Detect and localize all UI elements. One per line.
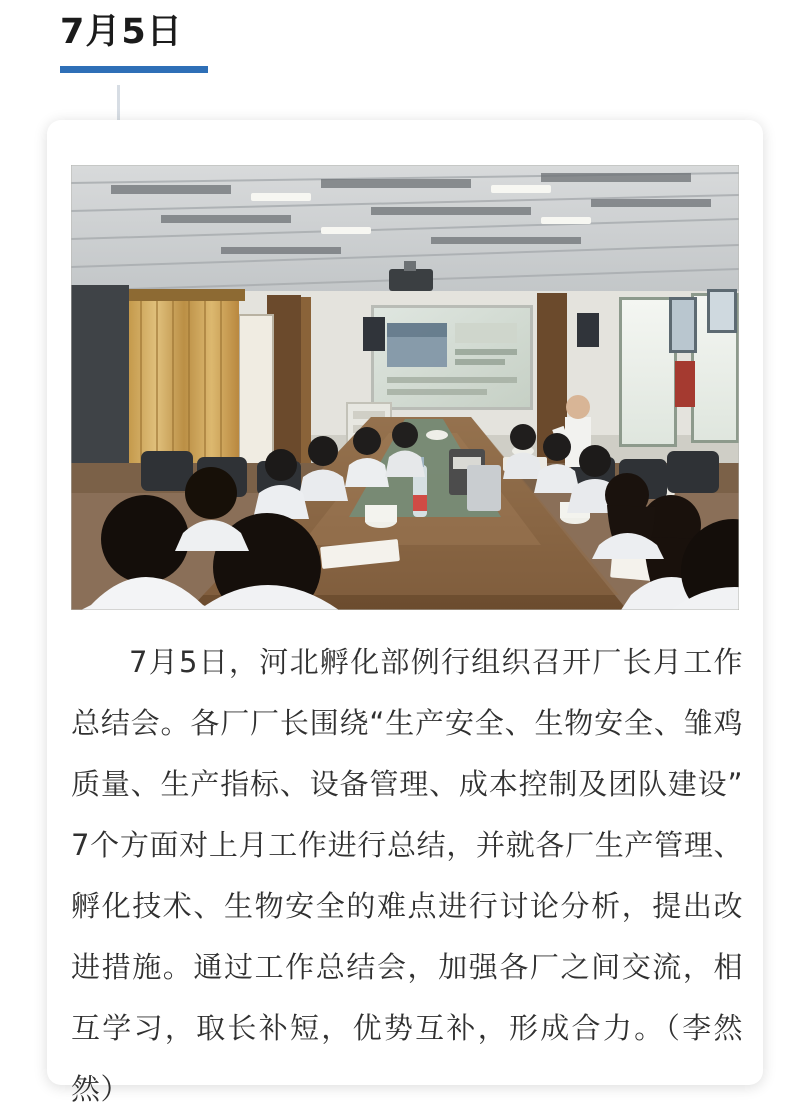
article-body: 7月5日，河北孵化部例行组织召开厂长月工作总结会。各厂厂长围绕“生产安全、生物安全、雏鸡质量、生产指标、设备管理、成本控制及团队建设”7个方面对上月工作进行总结，并就各厂生产管理、孵化技术、生物安全的难点进行讨论分析，提出改进措施。通过工作总结会，加强各厂之间交流，相互学习，取长补短，优势互补，形成合力。（李然然） — [71, 645, 743, 1106]
date-header — [60, 8, 220, 73]
article-card — [47, 120, 763, 1106]
title-underline — [60, 66, 208, 73]
meeting-room-photo — [71, 165, 739, 610]
page-title: 7月5日 — [60, 12, 183, 52]
meeting-room-photo-illustration — [71, 165, 739, 610]
